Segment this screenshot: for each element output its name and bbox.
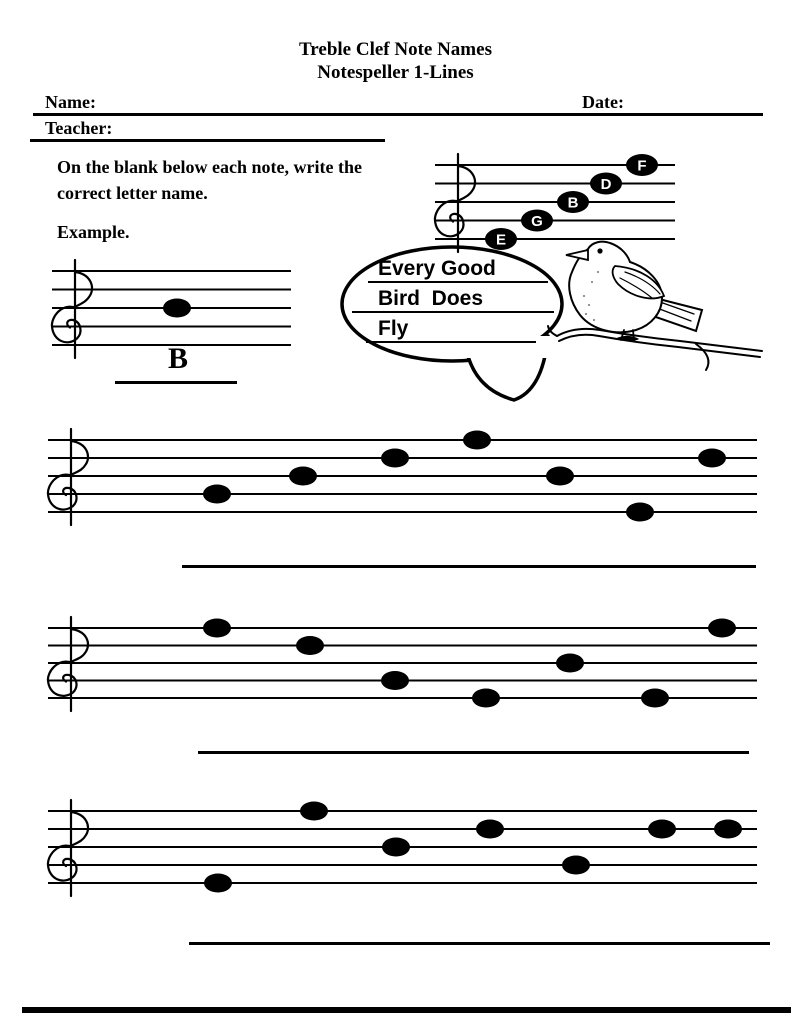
note-letter-label: E [495,231,507,249]
example-answer-letter: B [167,342,188,375]
bird-eye [597,248,602,253]
instructions-line-1: On the blank below each note, write the [57,157,362,177]
note-head [296,636,324,655]
note-head [648,820,676,839]
note-head [381,671,409,690]
note-head [472,689,500,708]
note-head [626,503,654,522]
branch-top-line [557,329,762,351]
page-title: Treble Clef Note Names [299,39,492,60]
exercise-staff-3 [48,800,757,896]
note-head [546,467,574,486]
page-edge-artifact [22,1007,791,1013]
bird-illustration [548,242,762,370]
mnemonic-text-line-1: Every Good [368,256,548,283]
example-label: Example. [57,222,130,242]
mnemonic-text-line-2: Bird Does [352,286,554,313]
note-head [203,619,231,638]
answer-blank-staff-1[interactable] [182,565,756,568]
teacher-label: Teacher: [45,118,113,138]
note-head [381,449,409,468]
note-letter-label: F [637,157,647,175]
date-label: Date: [582,92,624,112]
note-head [708,619,736,638]
note-head [204,874,232,893]
note-head [476,820,504,839]
note-head [714,820,742,839]
note-head [556,654,584,673]
note-head [698,449,726,468]
instructions-line-2: correct letter name. [57,183,208,203]
note-head [463,431,491,450]
mnemonic-text-line-3: Fly [366,316,536,343]
note-head [382,838,410,857]
answer-blank-staff-2[interactable] [198,751,749,754]
note-letter-label: B [567,194,579,212]
answer-blank-staff-3[interactable] [189,942,770,945]
note-head [163,299,191,318]
name-label: Name: [45,92,96,112]
note-head [289,467,317,486]
note-letter-label: D [600,176,612,193]
exercise-staff-2 [48,617,757,711]
note-letter-label: G [531,213,543,230]
note-head [641,689,669,708]
exercise-staff-1 [48,429,757,525]
note-head [203,485,231,504]
note-head [300,802,328,821]
branch-twig [696,344,708,370]
note-head [562,856,590,875]
page-subtitle: Notespeller 1-Lines [317,62,474,83]
example-answer-blank[interactable] [115,381,237,384]
mnemonic-staff-egbdf [435,154,675,252]
bird-beak [566,250,588,260]
